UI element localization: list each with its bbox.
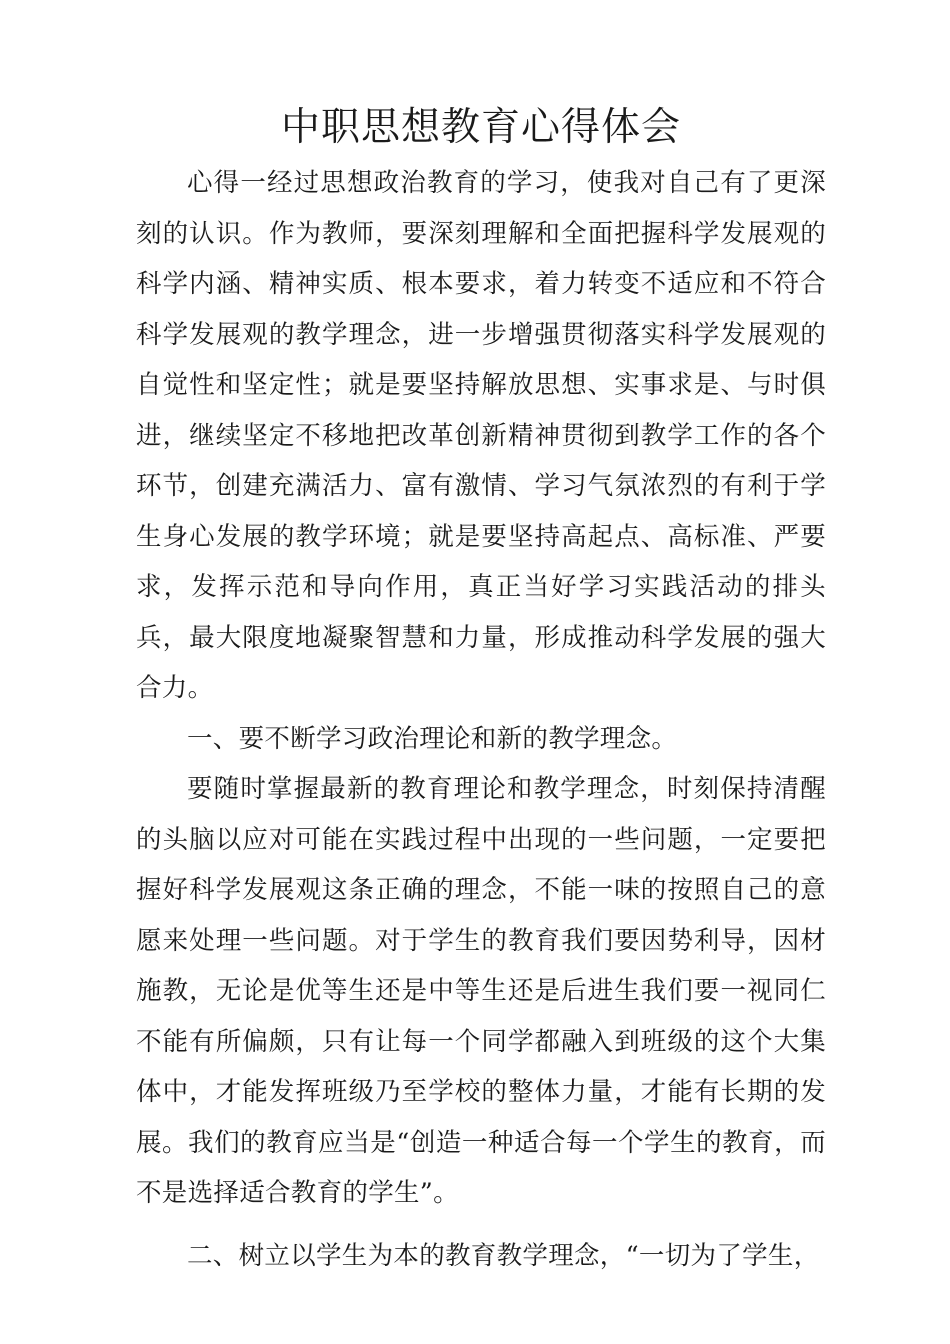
- paragraph-heading-two: 二、树立以学生为本的教育教学理念，“一切为了学生，: [187, 1240, 820, 1271]
- paragraph-heading-one: 一、要不断学习政治理论和新的教学理念。: [187, 723, 678, 754]
- document-page: [136, 98, 826, 1281]
- document-title: 中职思想教育心得体会: [280, 105, 681, 150]
- paragraph-section-one-body: 要随时掌握最新的教育理论和教学理念，时刻保持清醒的头脑以应对可能在实践过程中出现的一些问题，一定要把握好科学发展观这条正确的理念，不能一味的按照自己的意愿来处理一些问题。对于学生的教育我们要因势利导，因材施教，无论是优等生还是中等生还是后进生我们要一视同仁不能有所偏颇，只有让每一个同学都融入到班级的这个大集体中，才能发挥班级乃至学校的整体力量，才能有长期的发展。我们的教育应当是“创造一种适合每一个学生的教育，而不是选择适合教育的学生”。: [136, 774, 826, 1208]
- paragraph-intro: 心得一经过思想政治教育的学习，使我对自己有了更深刻的认识。作为教师，要深刻理解和全面把握科学发展观的科学内涵、精神实质、根本要求，着力转变不适应和不符合科学发展观的教学理念，进一步增强贯彻落实科学发展观的自觉性和坚定性；就是要坚持解放思想、实事求是、与时俱进，继续坚定不移地把改革创新精神贯彻到教学工作的各个环节，创建充满活力、富有激情、学习气氛浓烈的有利于学生身心发展的教学环境；就是要坚持高起点、高标准、严要求，发挥示范和导向作用，真正当好学习实践活动的排头兵，最大限度地凝聚智慧和力量，形成推动科学发展的强大合力。: [136, 168, 826, 703]
